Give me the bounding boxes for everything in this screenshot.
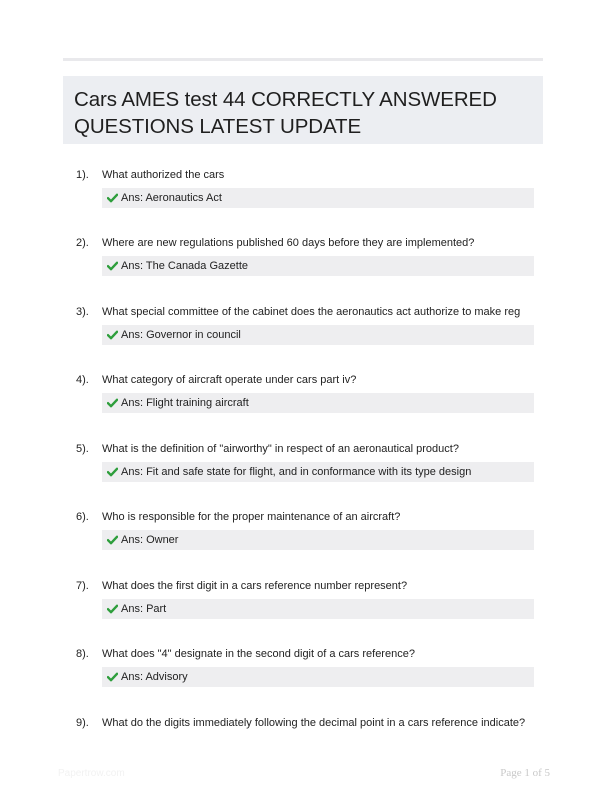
check-icon: [107, 330, 118, 340]
answer-box: [102, 256, 534, 276]
question-number: 6).: [76, 511, 89, 523]
check-icon: [107, 261, 118, 271]
question-number: 8).: [76, 648, 89, 660]
footer-watermark: Papertrow.com: [58, 768, 125, 779]
question-number: 9).: [76, 717, 89, 729]
check-icon: [107, 535, 118, 545]
question-number: 2).: [76, 237, 89, 249]
check-icon: [107, 604, 118, 614]
answer-box: [102, 188, 534, 208]
check-icon: [107, 672, 118, 682]
question-number: 3).: [76, 306, 89, 318]
qa-item-2: [0, 236, 606, 296]
question-text: What category of aircraft operate under cars part iv?: [102, 374, 357, 386]
qa-item-7: [0, 579, 606, 639]
question-text: What does the first digit in a cars reference number represent?: [102, 580, 408, 592]
document-title: Cars AMES test 44 CORRECTLY ANSWERED QUESTIONS LATEST UPDATE: [74, 88, 497, 138]
page-indicator: Page 1 of 5: [500, 767, 550, 779]
question-text: What does "4" designate in the second digit of a cars reference?: [102, 648, 415, 660]
question-number: 1).: [76, 169, 89, 181]
check-icon: [107, 467, 118, 477]
qa-item-1: [0, 168, 606, 228]
question-text: Who is responsible for the proper maintenance of an aircraft?: [102, 511, 401, 523]
question-text: What authorized the cars: [102, 169, 225, 181]
title-banner: [63, 76, 543, 144]
answer-text: Ans: The Canada Gazette: [121, 260, 248, 272]
answer-text: Ans: Flight training aircraft: [121, 397, 249, 409]
answer-text: Ans: Part: [121, 603, 167, 615]
answer-text: Ans: Advisory: [121, 671, 188, 683]
question-number: 4).: [76, 374, 89, 386]
question-number: 7).: [76, 580, 89, 592]
question-text: What do the digits immediately following the decimal point in a cars reference indicate?: [102, 717, 526, 729]
check-icon: [107, 398, 118, 408]
question-text: Where are new regulations published 60 days before they are implemented?: [102, 237, 475, 249]
answer-text: Ans: Aeronautics Act: [121, 192, 222, 204]
answer-box: [102, 462, 534, 482]
answer-text: Ans: Owner: [121, 534, 179, 546]
qa-item-4: [0, 373, 606, 433]
qa-item-5: [0, 442, 606, 502]
qa-item-3: [0, 305, 606, 365]
answer-box: [102, 393, 534, 413]
question-number: 5).: [76, 443, 89, 455]
answer-box: [102, 530, 534, 550]
top-divider: [63, 58, 543, 61]
answer-box: [102, 667, 534, 687]
answer-box: [102, 599, 534, 619]
check-icon: [107, 193, 118, 203]
question-text: What is the definition of "airworthy" in respect of an aeronautical product?: [102, 443, 459, 455]
question-text: What special committee of the cabinet does the aeronautics act authorize to make reg: [102, 306, 521, 318]
qa-item-8: [0, 647, 606, 707]
answer-box: [102, 325, 534, 345]
qa-item-6: [0, 510, 606, 570]
answer-text: Ans: Fit and safe state for flight, and in conformance with its type design: [121, 466, 472, 478]
answer-text: Ans: Governor in council: [121, 329, 241, 341]
